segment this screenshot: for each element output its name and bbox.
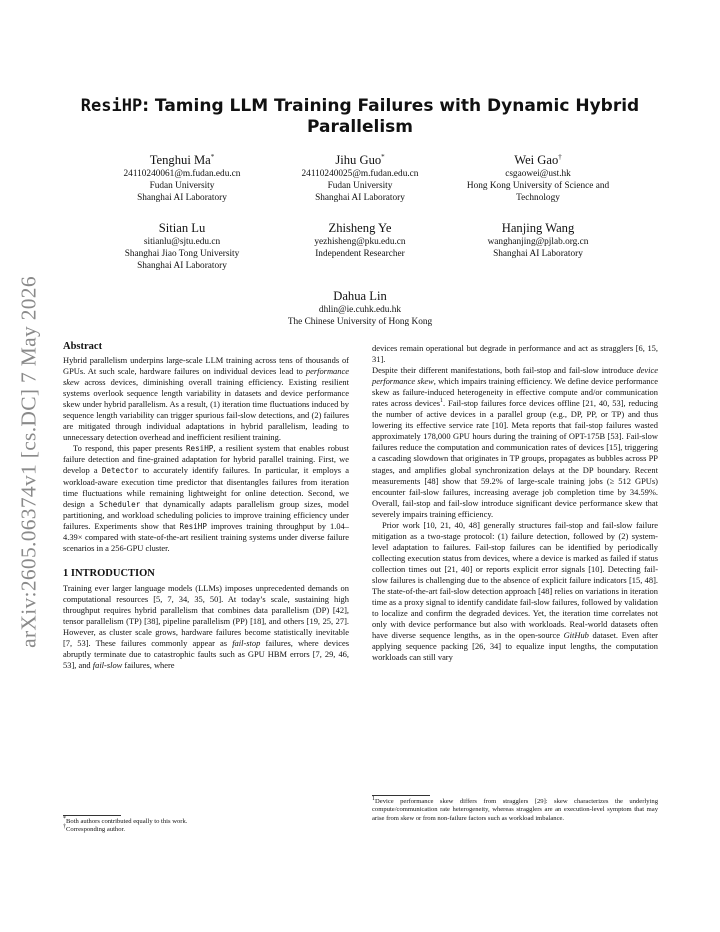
arxiv-id: arXiv:2605.06374v1 [cs.DC] 7 May 2026 [16, 276, 41, 648]
author-affiliation: Hong Kong University of Science and [466, 181, 610, 192]
author-affiliation: Technology [516, 193, 560, 204]
author-name: Hanjing Wang [501, 221, 575, 235]
arxiv-watermark [12, 262, 46, 662]
left-column [63, 340, 349, 671]
author-affiliation: Shanghai AI Laboratory [137, 261, 227, 272]
paper-title [60, 96, 660, 138]
author-email: wanghanjing@pjlab.org.cn [487, 237, 589, 247]
footnotes-left [63, 815, 349, 835]
title-rest: : Taming LLM Training Failures with Dynamic Hybrid Parallelism [142, 96, 640, 137]
author-email: csgaowei@ust.hk [505, 169, 571, 179]
author-block [428, 220, 648, 260]
author-affiliation: Shanghai AI Laboratory [315, 193, 405, 204]
footnote: *Both authors contributed equally to this work. [63, 815, 188, 825]
abstract-paragraph: Hybrid parallelism underpins large-scale LLM training across tens of thousands of GPUs. At such scale, hardware failures on individual devices lead to performance skew across devices, diminishing overall training efficiency. Existing resilient systems overlook sequence length variability in datasets and device performance skew under hybrid parallelism. As a result, (1) iteration time fluctuations induced by sequence length variability can trigger spurious fail-slow detections, and (2) failures are mitigated through individual adaptations in hybrid parallelism, leading to unnecessary detection overhead and inefficient resilient training. [63, 355, 349, 443]
author-affiliation: Shanghai Jiao Tong University [124, 249, 240, 260]
footnote-rule [63, 815, 121, 816]
author-name: Tenghui Ma* [149, 152, 215, 167]
title-system-name: ResiHP [80, 96, 143, 116]
author-name: Dahua Lin [333, 289, 387, 303]
author-affiliation: Fudan University [327, 181, 393, 192]
abstract-paragraph: To respond, this paper presents ResiHP, a resilient system that enables robust failure detection and fine-grained adaptation for hybrid parallel training. First, we develop a Detector to accurately identify failures. In particular, it employs a workload-aware execution time predictor that disentangles failures from iteration time fluctuations while remaining lightweight for online detection. Second, we design a Scheduler that dynamically adapts parallelism group sizes, model partitioning, and workload scheduling policies to improve training efficiency under failures. Experiments show that ResiHP improves training throughput by 1.04–4.39× compared with state-of-the-art resilient training systems under diverse failure scenarios in a 256-GPU cluster. [63, 443, 350, 553]
body-paragraph: Despite their different manifestations, both fail-stop and fail-slow introduce device performance skew, which impairs training efficiency. We define device performance skew as failure-induced heterogeneity in effective compute and/or communication rates across devices$^1$. Fail-stop failures force devices offline [21, 40, 53], reducing the number of active devices in a parallel group (e.g., DP, PP, or TP) and thus lowering its effective service rate [10]. Meta reports that fail-stop failures wasted approximately 178,000 GPU hours during the training of OPT-175B [53]. Fail-slow failures reduce the computation and communication rates of devices [15], triggering a cascading slowdown that originates in TP groups, propagates as bubbles across PP stages, and amplifies global synchronization delays at the DP boundary. Recent measurements [48] show that 59.2% of large-scale training jobs (≥ 512 GPUs) encounter fail-slow failures, increasing average job completion time by 34.59%. Overall, fail-stop and fail-slow introduce significant device performance skew that severely impairs training efficiency. [372, 365, 658, 519]
footnotes-right [372, 795, 658, 823]
author-name: Sitian Lu [158, 221, 206, 235]
footnote: †Corresponding author. [63, 824, 125, 834]
author-name: Jihu Guo* [335, 152, 385, 167]
author-affiliation: Independent Researcher [315, 249, 405, 260]
footnote: $^1$Device performance skew differs from stragglers [29]: skew characterizes the underlying compute/communication rate heterogeneity, whereas stragglers are an execution-level symptom that may arise from skew or from non-failure factors such as workload imbalance. [372, 795, 658, 822]
author-email: 24110240025@m.fudan.edu.cn [301, 169, 419, 179]
author-block [428, 152, 648, 205]
author-name: Zhisheng Ye [328, 221, 392, 235]
section-heading: 1 INTRODUCTION [63, 567, 155, 579]
body-paragraph: Prior work [10, 21, 40, 48] generally structures fail-stop and fail-slow failure mitigation as a two-stage protocol: (1) failure detection, followed by (2) system-level adaptation to failures. Fail-stop failures can be identified by periodically collecting execution status from devices, where a device is marked as failed if status collection times out [21, 40] or reports explicit error signals [10]. Detecting fail-slow failures is challenging due to the absence of explicit failure indicators [15, 48]. The state-of-the-art fail-slow detection approach [48] relies on variations in iteration time as a proxy signal to identify candidate fail-slow failures, followed by validation to localize and confirm the degraded devices. Yet, the iteration time correlates not only with device performance but also with workloads. Real-world datasets often have diverse sequence lengths, as in the open-source GitHub dataset. Even after applying sequence packing [26, 34] to equalize input lengths, the computation workloads can still vary [372, 519, 658, 663]
author-email: yezhisheng@pku.edu.cn [314, 237, 406, 247]
right-column [372, 343, 658, 663]
author-block [250, 288, 470, 328]
author-affiliation: Shanghai AI Laboratory [137, 193, 227, 204]
body-paragraph: Training ever larger language models (LLMs) imposes unprecedented demands on computational resources [5, 7, 34, 35, 50]. At today’s scale, sustaining high throughput requires hybrid parallelism that combines data parallelism (DP) [42], tensor parallelism (TP) [38], pipeline parallelism (PP) [18], and others [19, 25, 27]. However, as cluster scale grows, hardware failures become statistically inevitable [7, 53]. These failures commonly appear as fail-stop failures, where devices abruptly terminate due to catastrophic faults such as GPU HBM errors [7, 29, 46, 53], and fail-slow failures, where [63, 582, 349, 671]
author-affiliation: Fudan University [149, 181, 215, 192]
author-affiliation: Shanghai AI Laboratory [493, 249, 583, 260]
abstract-heading: Abstract [63, 341, 103, 352]
author-affiliation: The Chinese University of Hong Kong [287, 317, 433, 328]
author-email: sitianlu@sjtu.edu.cn [143, 237, 221, 247]
footnote-rule [372, 795, 430, 796]
author-name: Wei Gao† [514, 152, 562, 167]
author-email: 24110240061@m.fudan.edu.cn [123, 169, 241, 179]
body-paragraph-continued: devices remain operational but degrade in performance and act as stragglers [6, 15, 31]. [372, 343, 658, 365]
author-email: dhlin@ie.cuhk.edu.hk [318, 305, 402, 315]
